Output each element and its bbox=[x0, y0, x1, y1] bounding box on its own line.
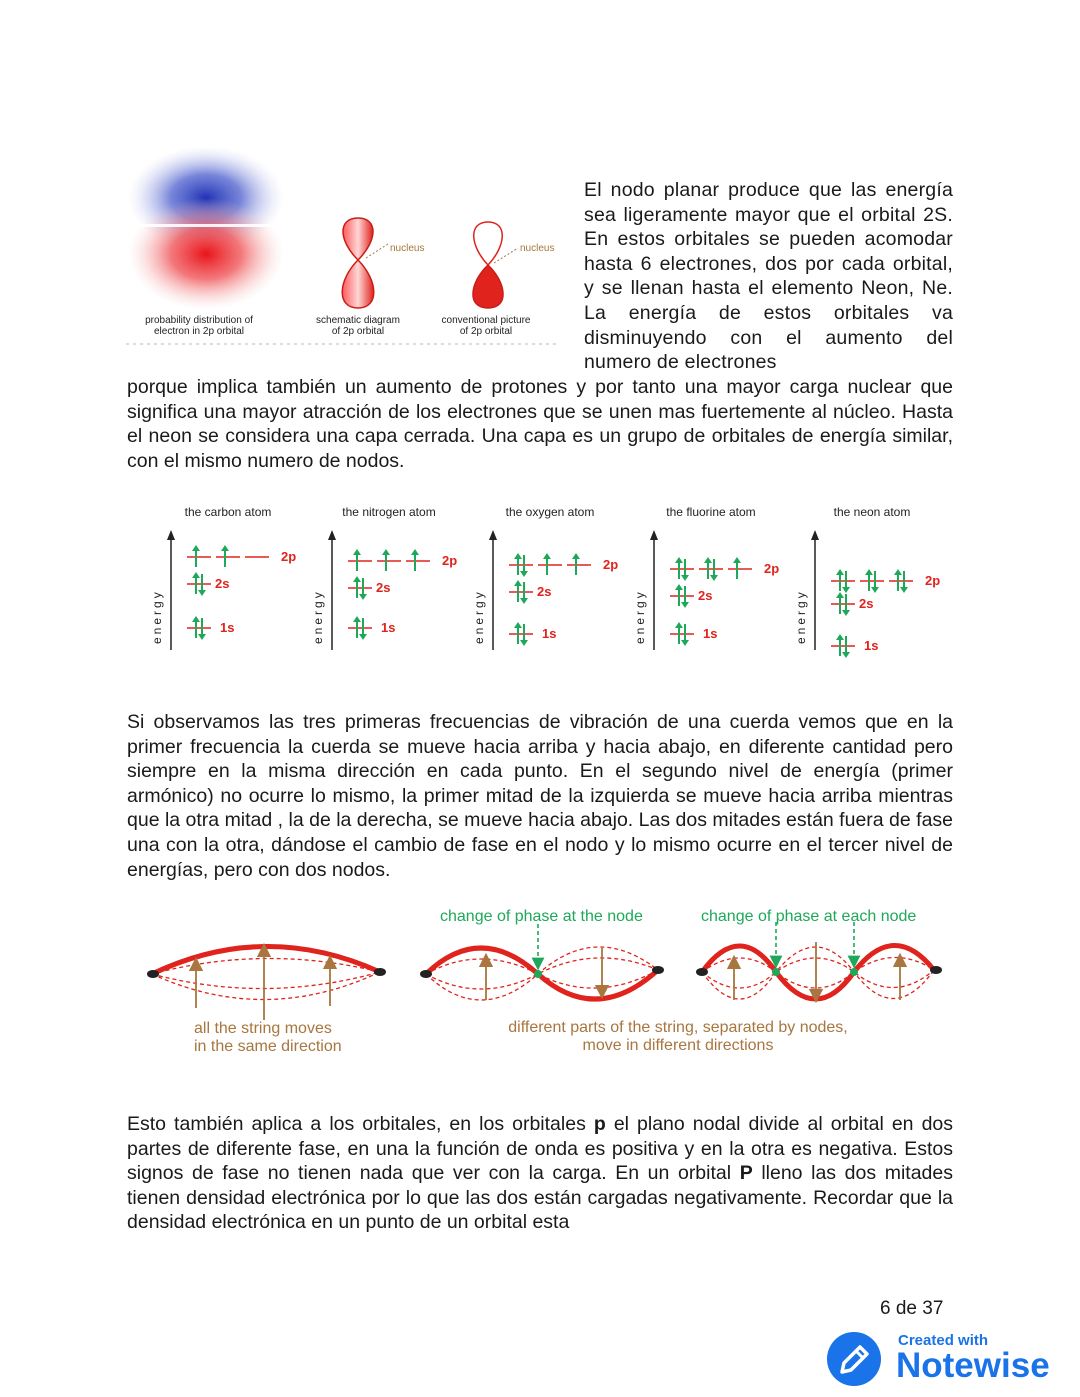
electrons-2p-0-0-up-head bbox=[192, 545, 200, 551]
electrons-2p-2-0-up-head bbox=[514, 553, 522, 559]
energy-diagram-title-0: the carbon atom bbox=[184, 505, 272, 519]
electrons-1s-4-up-head bbox=[836, 634, 844, 640]
schematic-lobe-bottom bbox=[342, 260, 374, 308]
label-2s-3: 2s bbox=[698, 588, 713, 603]
conventional-lobe-top bbox=[474, 222, 503, 265]
electrons-2s-4-up-head bbox=[836, 592, 844, 598]
energy-diagram-title-4: the neon atom bbox=[833, 505, 911, 519]
label-1s-1: 1s bbox=[381, 620, 396, 635]
string-vibration-figure bbox=[140, 900, 960, 1060]
energy-axis-label-3: energy bbox=[633, 589, 647, 644]
fundamental-mode bbox=[147, 946, 386, 1055]
label-2s-1: 2s bbox=[376, 580, 391, 595]
label-2p-3: 2p bbox=[764, 561, 780, 576]
caption-schematic-1: schematic diagram bbox=[316, 315, 400, 326]
intro-continuation-paragraph: porque implica también un aumento de protones y por tanto una mayor carga nuclear que significa una mayor atracción de los electrones que se unen mas fuertemente al núcleo. Hasta el neon se considera una capa cerrada. Una capa es un grupo de orbitales de energía similar, con el mismo numero de nodos. bbox=[127, 376, 953, 472]
electrons-1s-1-down-head bbox=[359, 634, 367, 640]
caption-conventional-2: of 2p orbital bbox=[459, 326, 513, 337]
electrons-1s-2-up-head bbox=[514, 622, 522, 628]
electrons-1s-3-up-head bbox=[675, 622, 683, 628]
electrons-2s-3-down-head bbox=[681, 602, 689, 608]
electrons-2p-4-2-up-head bbox=[894, 569, 902, 575]
label-different-parts-1: different parts of the string, separated by nodes, bbox=[508, 1019, 848, 1036]
page-number: 6 de 37 bbox=[880, 1298, 944, 1319]
para3-bold-p: p bbox=[593, 1113, 606, 1135]
electrons-2p-3-0-down-head bbox=[681, 575, 689, 581]
label-2p-4: 2p bbox=[925, 573, 941, 588]
electrons-2s-1-up-head bbox=[353, 576, 361, 582]
electrons-2p-3-1-down-head bbox=[710, 575, 718, 581]
electrons-2s-0-up-head bbox=[192, 572, 200, 578]
orbital-phase-paragraph bbox=[127, 1112, 953, 1235]
energy-axis-label-0: energy bbox=[150, 589, 164, 644]
caption-probability-1: probability distribution of bbox=[145, 315, 253, 326]
electrons-1s-2-down-head bbox=[520, 640, 528, 646]
label-change-phase-node: change of phase at the node bbox=[440, 908, 643, 925]
conventional-lobe-bottom bbox=[473, 265, 503, 308]
energy-axis-label-1: energy bbox=[311, 589, 325, 644]
electrons-2p-4-0-down-head bbox=[842, 587, 850, 593]
orbital-figure bbox=[126, 148, 566, 348]
label-2s-2: 2s bbox=[537, 584, 552, 599]
para3-bold-P: P bbox=[739, 1162, 753, 1185]
schematic-lobe-top bbox=[343, 218, 373, 260]
nucleus-label-2: nucleus bbox=[520, 243, 555, 254]
string-vibration-paragraph: Si observamos las tres primeras frecuencias de vibración de una cuerda vemos que en la primer frecuencia la cuerda se mueve hacia arriba y hacia abajo, en diferente cantidad pero siempre en la misma dirección en cada punto. En el segundo nivel de energía (primer armónico) no ocurre lo mismo, la primer mitad de la izquierda se mueve hacia arriba mientras que la otra mitad , la de la derecha, se mueve hacia abajo. Las dos mitades están fuera de fase una con la otra, dándose el cambio de fase en el nodo y lo mismo ocurre en el tercer nivel de energías, pero con dos nodos. bbox=[127, 711, 954, 881]
caption-conventional-1: conventional picture bbox=[441, 315, 531, 326]
electrons-2p-2-0-down-head bbox=[520, 571, 528, 577]
electrons-1s-0-up-head bbox=[192, 616, 200, 622]
label-2p-1: 2p bbox=[442, 553, 458, 568]
electrons-2p-3-0-up-head bbox=[675, 557, 683, 563]
label-1s-0: 1s bbox=[220, 620, 235, 635]
probability-cloud-red bbox=[128, 198, 284, 310]
electrons-2p-2-2-up-head bbox=[572, 553, 580, 559]
electrons-2p-1-0-up-head bbox=[353, 549, 361, 555]
caption-schematic-2: of 2p orbital bbox=[331, 326, 385, 337]
label-same-direction-1: all the string moves bbox=[194, 1020, 332, 1037]
energy-axis-arrow-3 bbox=[650, 530, 658, 540]
label-2s-4: 2s bbox=[859, 596, 874, 611]
string-vibration-svg bbox=[140, 900, 960, 1060]
orbital-figure-svg bbox=[126, 148, 566, 348]
electrons-2p-4-1-down-head bbox=[871, 587, 879, 593]
pencil-icon bbox=[826, 1330, 886, 1388]
para3-part-e: lleno las dos mitades tienen densidad electrónica por lo que las dos están cargadas negativamente. Recordar que la densidad electrónica en un punto de un orbital esta bbox=[127, 1162, 953, 1234]
intro-right-paragraph: El nodo planar produce que las energía sea ligeramente mayor que el orbital 2S. En estos orbitales se pueden acomodar hasta 6 electrones, dos por cada orbital, y se llenan hasta el elemento Neon, Ne. La energía de estos orbitales va disminuyendo con el aumento del numero de electrones bbox=[584, 179, 953, 374]
label-1s-4: 1s bbox=[864, 638, 879, 653]
electrons-2p-4-2-down-head bbox=[900, 587, 908, 593]
energy-axis-arrow-4 bbox=[811, 530, 819, 540]
electrons-2p-3-1-up-head bbox=[704, 557, 712, 563]
electrons-2p-1-2-up-head bbox=[411, 549, 419, 555]
electrons-1s-3-down-head bbox=[681, 640, 689, 646]
energy-diagram-title-2: the oxygen atom bbox=[505, 505, 595, 519]
electrons-2s-0-down-head bbox=[198, 590, 206, 596]
electrons-2s-2-up-head bbox=[514, 580, 522, 586]
label-different-parts-2: move in different directions bbox=[582, 1037, 774, 1054]
electrons-2p-2-1-up-head bbox=[543, 553, 551, 559]
electrons-2p-1-1-up-head bbox=[382, 549, 390, 555]
label-2p-2: 2p bbox=[603, 557, 619, 572]
label-1s-3: 1s bbox=[703, 626, 718, 641]
energy-axis-arrow-1 bbox=[328, 530, 336, 540]
electrons-1s-0-down-head bbox=[198, 634, 206, 640]
electrons-2s-2-down-head bbox=[520, 598, 528, 604]
energy-diagram-title-1: the nitrogen atom bbox=[342, 505, 436, 519]
energy-level-diagrams bbox=[140, 500, 960, 675]
brand-notewise: Notewise bbox=[896, 1346, 1050, 1385]
brand-created-with: Created with bbox=[898, 1332, 989, 1349]
energy-diagram-title-3: the fluorine atom bbox=[666, 505, 756, 519]
electrons-2s-3-up-head bbox=[675, 584, 683, 590]
electrons-1s-1-up-head bbox=[353, 616, 361, 622]
third-mode bbox=[696, 908, 942, 1000]
electrons-2s-4-down-head bbox=[842, 610, 850, 616]
electrons-2p-0-1-up-head bbox=[221, 545, 229, 551]
energy-axis-label-4: energy bbox=[794, 589, 808, 644]
label-1s-2: 1s bbox=[542, 626, 557, 641]
caption-probability-2: electron in 2p orbital bbox=[153, 326, 245, 337]
electrons-2s-1-down-head bbox=[359, 594, 367, 600]
label-2s-0: 2s bbox=[215, 576, 230, 591]
para3-part-a: Esto también aplica a los orbitales, en los orbitales bbox=[127, 1113, 594, 1135]
energy-level-svg bbox=[140, 500, 960, 675]
energy-axis-arrow-0 bbox=[167, 530, 175, 540]
electrons-2p-4-1-up-head bbox=[865, 569, 873, 575]
label-same-direction-2: in the same direction bbox=[194, 1038, 342, 1055]
para3-part-c: el plano nodal divide al orbital en dos partes de diferente fase, en una la función de onda es positiva y en la otra es negativa. Estos signos de fase no tienen nada que ver con la carga. En un orbital bbox=[127, 1113, 954, 1185]
electrons-2p-3-2-up-head bbox=[733, 557, 741, 563]
label-2p-0: 2p bbox=[281, 549, 297, 564]
energy-axis-label-2: energy bbox=[472, 589, 486, 644]
second-mode bbox=[420, 908, 664, 1000]
label-change-phase-each-node: change of phase at each node bbox=[701, 908, 917, 925]
electrons-2p-4-0-up-head bbox=[836, 569, 844, 575]
energy-axis-arrow-2 bbox=[489, 530, 497, 540]
electrons-1s-4-down-head bbox=[842, 652, 850, 658]
nucleus-label-1: nucleus bbox=[390, 243, 425, 254]
notewise-badge bbox=[826, 1330, 1066, 1388]
